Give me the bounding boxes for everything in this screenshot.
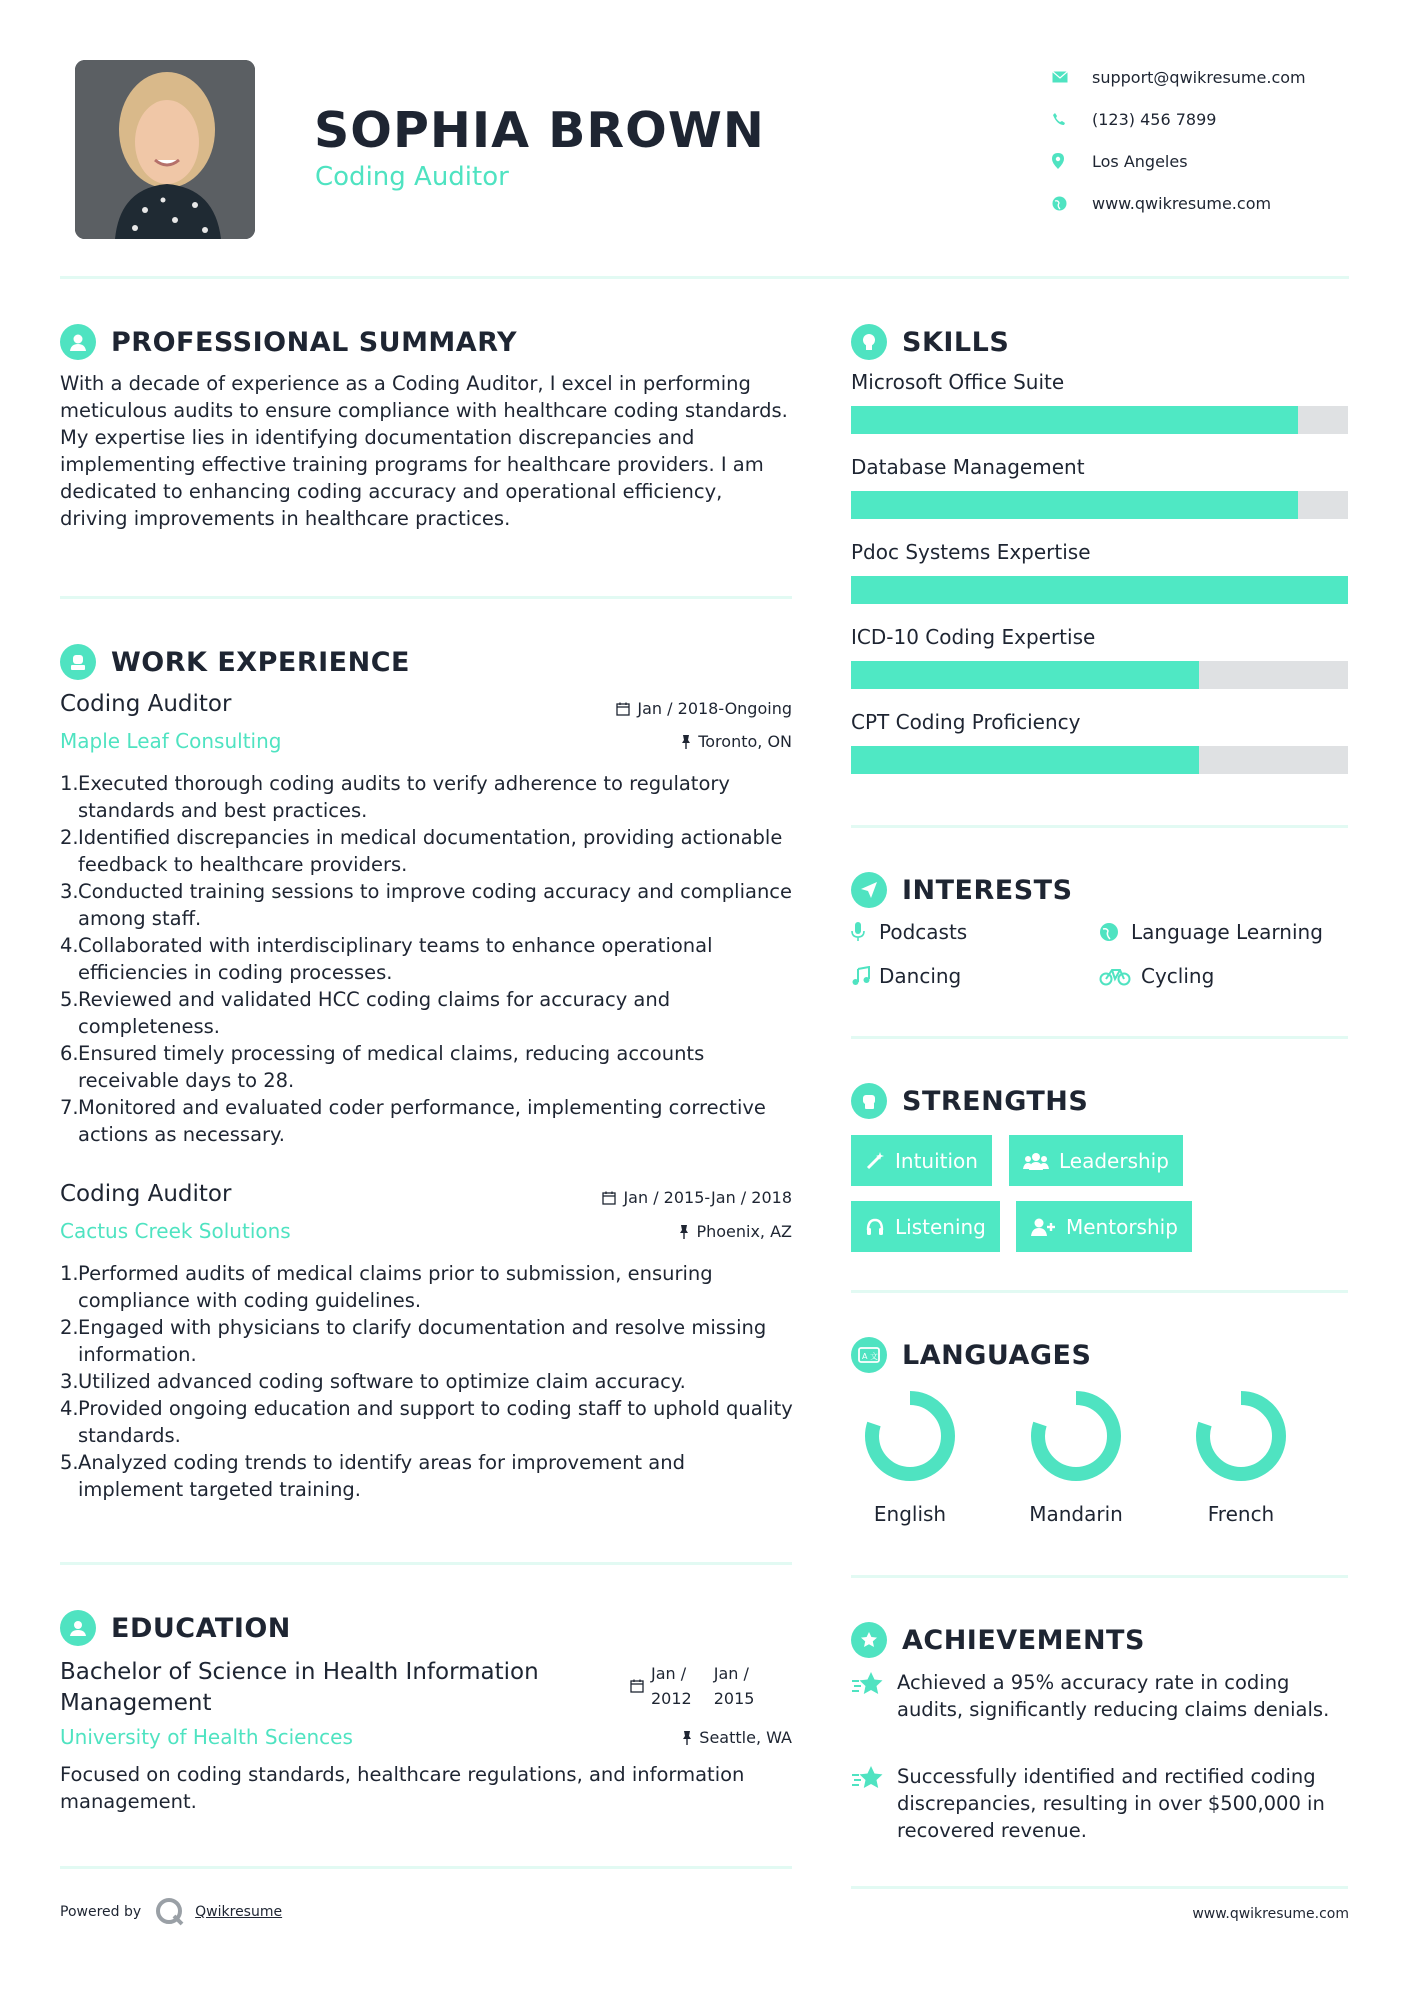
- pushpin-icon: [679, 1225, 689, 1239]
- skill-bar-fill: [851, 746, 1199, 774]
- duty-item: 5. Reviewed and validated HCC coding claims for accuracy and completeness.: [60, 988, 671, 1038]
- strength-tag: Leadership: [1009, 1135, 1183, 1186]
- language-name: French: [1207, 1502, 1275, 1526]
- interest-item: Podcasts: [851, 920, 967, 944]
- language-name: English: [873, 1502, 947, 1526]
- location-pin-icon: [1052, 153, 1092, 169]
- company-name: Cactus Creek Solutions: [60, 1219, 291, 1243]
- summary-text: With a decade of experience as a Coding Auditor, I excel in performing meticulous audits to ensure compliance with healthcare coding standards. My expertise lies in identifying documentation discrepancies and implementing effective training programs for healthcare providers. I am dedicated to enhancing coding accuracy and operational efficiency, driving improvements in healthcare practices.: [60, 372, 788, 530]
- language-icon: [851, 1337, 887, 1373]
- education-date: Jan / 2012 Jan / 2015: [630, 1661, 754, 1711]
- job-date: Jan / 2018-Ongoing: [520, 699, 792, 718]
- website-text[interactable]: www.qwikresume.com: [1092, 193, 1272, 213]
- achievements-heading: [851, 1622, 1145, 1658]
- skill-bar-fill: [851, 406, 1298, 434]
- duty-item: 2. Engaged with physicians to clarify documentation and resolve missing information.: [60, 1316, 767, 1366]
- language-level-arc: [1203, 1398, 1279, 1474]
- job-duties-list: [60, 770, 795, 1148]
- skill-bar: [851, 746, 1348, 774]
- skill-name: Pdoc Systems Expertise: [851, 540, 1091, 564]
- contact-phone: [1052, 98, 1372, 140]
- header-divider: [60, 276, 1349, 279]
- svg-text:文: 文: [870, 1352, 878, 1361]
- footer-powered-by: Powered by Qwikresume: [60, 1897, 282, 1927]
- globe-icon: [1099, 922, 1127, 942]
- email-text[interactable]: support@qwikresume.com: [1092, 67, 1306, 87]
- summary-heading: [60, 324, 517, 360]
- skill-name: Database Management: [851, 455, 1085, 479]
- paper-plane-icon: [851, 872, 887, 908]
- email-icon: [1052, 71, 1092, 83]
- job-location: Phoenix, AZ: [520, 1222, 792, 1241]
- strength-tag: Listening: [851, 1201, 1000, 1252]
- education-description: Focused on coding standards, healthcare regulations, and information management.: [60, 1763, 745, 1813]
- contact-list: [1052, 56, 1372, 224]
- location-text: Los Angeles: [1092, 151, 1188, 171]
- skill-bar-fill: [851, 576, 1348, 604]
- achievement-item: Successfully identified and rectified coding discrepancies, resulting in over $500,000 in recovered revenue.: [851, 1763, 1351, 1844]
- star-icon: [851, 1763, 897, 1844]
- work-heading: [60, 644, 410, 680]
- contact-email: [1052, 56, 1372, 98]
- skill-name: CPT Coding Proficiency: [851, 710, 1081, 734]
- summary-title: PROFESSIONAL SUMMARY: [111, 326, 518, 358]
- section-divider: [851, 1886, 1348, 1889]
- education-title: EDUCATION: [111, 1612, 291, 1644]
- strengths-title: STRENGTHS: [902, 1085, 1089, 1117]
- duty-item: 1. Executed thorough coding audits to verify adherence to regulatory standards and best practices.: [60, 772, 730, 822]
- qwikresume-link[interactable]: Qwikresume: [195, 1904, 283, 1920]
- degree-title: Bachelor of Science in Health Information Management: [60, 1659, 539, 1716]
- skills-title: SKILLS: [902, 326, 1010, 358]
- language-level-arc: [1038, 1398, 1114, 1474]
- duty-item: 2. Identified discrepancies in medical documentation, providing actionable feedback to healthcare providers.: [60, 826, 783, 876]
- skill-name: Microsoft Office Suite: [851, 370, 1065, 394]
- skill-bar: [851, 406, 1348, 434]
- skill-bar-fill: [851, 491, 1298, 519]
- duty-item: 5. Analyzed coding trends to identify areas for improvement and implement targeted training.: [60, 1451, 685, 1501]
- music-note-icon: [851, 966, 879, 986]
- language-level-ring: [1195, 1390, 1287, 1482]
- duty-item: 4. Collaborated with interdisciplinary teams to enhance operational efficiencies in coding processes.: [60, 934, 713, 984]
- skill-bar: [851, 661, 1348, 689]
- star-icon: [851, 1669, 897, 1723]
- briefcase-icon: [60, 644, 96, 680]
- skill-bar-fill: [851, 661, 1199, 689]
- contact-location: [1052, 140, 1372, 182]
- job-location: Toronto, ON: [520, 732, 792, 751]
- company-name: Maple Leaf Consulting: [60, 729, 282, 753]
- pushpin-icon: [682, 1731, 692, 1745]
- work-title: WORK EXPERIENCE: [111, 646, 410, 678]
- language-level-ring: [864, 1390, 956, 1482]
- headphones-icon: [865, 1217, 885, 1237]
- phone-icon: [1052, 112, 1092, 126]
- education-heading: [60, 1610, 291, 1646]
- lightbulb-icon: [851, 324, 887, 360]
- fist-icon: [851, 1083, 887, 1119]
- language-level-ring: [1030, 1390, 1122, 1482]
- education-location: Seattle, WA: [520, 1728, 792, 1747]
- graduation-icon: [60, 1610, 96, 1646]
- duty-item: 4. Provided ongoing education and support to coding staff to uphold quality standards.: [60, 1397, 793, 1447]
- section-divider: [60, 1562, 792, 1565]
- section-divider: [60, 1866, 792, 1869]
- languages-heading: [851, 1337, 1091, 1373]
- skills-heading: [851, 324, 1009, 360]
- interest-item: Language Learning: [1099, 920, 1323, 944]
- achievements-title: ACHIEVEMENTS: [902, 1624, 1145, 1656]
- strength-tag: Mentorship: [1016, 1201, 1192, 1252]
- phone-text: (123) 456 7899: [1092, 109, 1217, 129]
- duty-item: 3. Conducted training sessions to improve coding accuracy and compliance among staff.: [60, 880, 793, 930]
- footer-website[interactable]: www.qwikresume.com: [1192, 1906, 1349, 1922]
- qwikresume-logo-icon: [155, 1897, 185, 1927]
- svg-text:A: A: [862, 1352, 868, 1361]
- duty-item: 1. Performed audits of medical claims prior to submission, ensuring compliance with coding guidelines.: [60, 1262, 713, 1312]
- section-divider: [851, 1575, 1348, 1578]
- pushpin-icon: [681, 735, 691, 749]
- calendar-icon: [630, 1679, 644, 1693]
- globe-icon: [1052, 196, 1092, 211]
- section-divider: [851, 1036, 1348, 1039]
- interests-title: INTERESTS: [902, 874, 1073, 906]
- language-level-arc: [872, 1398, 948, 1474]
- languages-title: LANGUAGES: [902, 1339, 1092, 1371]
- section-divider: [851, 825, 1348, 828]
- duty-item: 3. Utilized advanced coding software to optimize claim accuracy.: [60, 1370, 686, 1393]
- contact-website: [1052, 182, 1372, 224]
- skill-name: ICD-10 Coding Expertise: [851, 625, 1096, 649]
- language-name: Mandarin: [1029, 1502, 1123, 1526]
- section-divider: [60, 596, 792, 599]
- candidate-title: Coding Auditor: [315, 162, 509, 192]
- skill-bar: [851, 491, 1348, 519]
- magic-wand-icon: [865, 1151, 885, 1171]
- profile-photo: [75, 60, 255, 239]
- add-user-icon: [1030, 1217, 1056, 1237]
- group-icon: [1023, 1151, 1049, 1171]
- job-title: Coding Auditor: [60, 691, 232, 717]
- job-date: Jan / 2015-Jan / 2018: [520, 1188, 792, 1207]
- bicycle-icon: [1099, 966, 1141, 986]
- section-divider: [851, 1290, 1348, 1293]
- strength-tag: Intuition: [851, 1135, 992, 1186]
- school-name: University of Health Sciences: [60, 1725, 353, 1749]
- job-title: Coding Auditor: [60, 1181, 232, 1207]
- duty-item: 6. Ensured timely processing of medical claims, reducing accounts receivable days to 28.: [60, 1042, 705, 1092]
- interest-item: Dancing: [851, 964, 961, 988]
- job-duties-list: [60, 1260, 795, 1503]
- strengths-heading: [851, 1083, 1088, 1119]
- calendar-icon: [602, 1191, 616, 1205]
- achievement-item: Achieved a 95% accuracy rate in coding audits, significantly reducing claims denials.: [851, 1669, 1351, 1723]
- duty-item: 7. Monitored and evaluated coder performance, implementing corrective actions as necessary.: [60, 1096, 766, 1146]
- user-icon: [60, 324, 96, 360]
- microphone-icon: [851, 922, 879, 942]
- interest-item: Cycling: [1099, 964, 1214, 988]
- interests-heading: [851, 872, 1073, 908]
- trophy-icon: [851, 1622, 887, 1658]
- calendar-icon: [616, 702, 630, 716]
- skill-bar: [851, 576, 1348, 604]
- candidate-name: SOPHIA BROWN: [314, 102, 765, 159]
